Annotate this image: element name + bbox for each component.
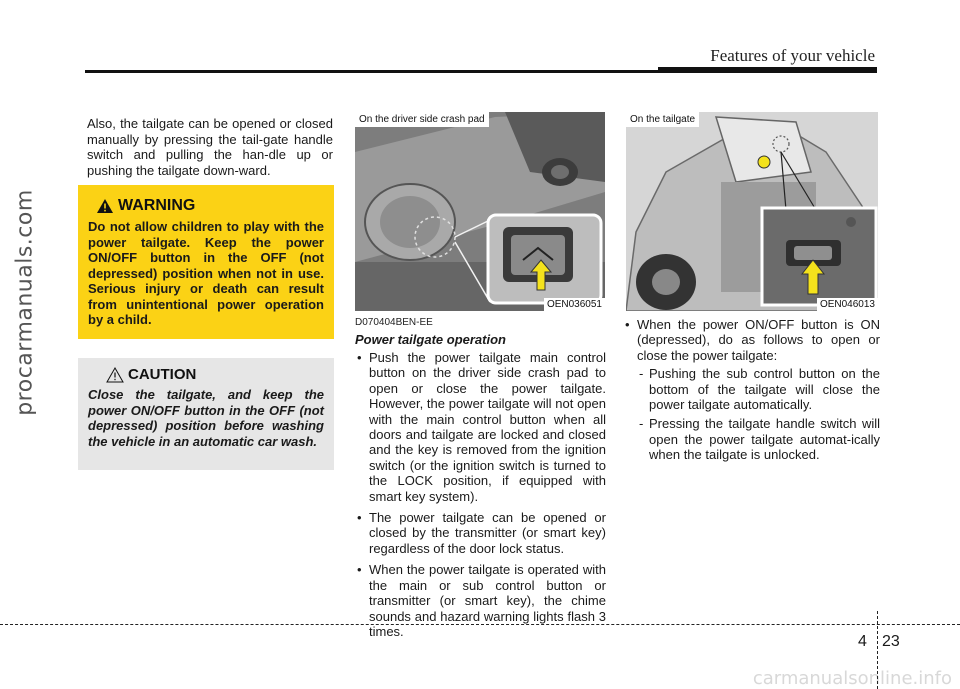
sub-item: - Pushing the sub control button on the bottom of the tailgate will close the power tailgate automatically. bbox=[637, 366, 880, 412]
figure-2-caption: On the tailgate bbox=[626, 112, 699, 127]
section-title: Features of your vehicle bbox=[710, 46, 875, 65]
crash-pad-figure bbox=[355, 112, 605, 311]
figure-1-caption: On the driver side crash pad bbox=[355, 112, 489, 127]
bullet-item: • When the power tailgate is operated with the main or sub control button or transmitter (or smart key), the chime sounds and hazard warning lights flash 3 times. bbox=[355, 562, 606, 639]
caution-box bbox=[78, 358, 334, 470]
side-watermark: procarmanuals.com bbox=[12, 189, 38, 416]
column-1 bbox=[87, 116, 333, 178]
chapter-number: 4 bbox=[858, 633, 867, 650]
bullet-item: • The power tailgate can be opened or closed by the transmitter (or smart key) regardless of the door lock status. bbox=[355, 510, 606, 556]
caution-heading bbox=[106, 366, 324, 383]
caution-triangle-icon bbox=[106, 367, 124, 383]
warning-heading bbox=[96, 197, 324, 215]
tailgate-illustration bbox=[626, 112, 878, 311]
power-button-bullet-list bbox=[623, 317, 880, 469]
crash-pad-illustration bbox=[355, 112, 605, 311]
warning-triangle-icon bbox=[96, 198, 114, 214]
bottom-watermark: carmanualsonline.info bbox=[752, 668, 952, 689]
header-rule-accent bbox=[658, 67, 877, 73]
bullet-item: • Push the power tailgate main control button on the driver side crash pad to open or close the power tailgate. However, the power tailgate will not open with the main control button when all doors and tailgate are locked and closed and the key is removed from the ignition switch (or the ignition switch is turned to the LOCK position, if equipped with smart key system). bbox=[355, 350, 606, 504]
sub-item: - Pressing the tailgate handle switch will open the power tailgate automat-ically when the tailgate is unlocked. bbox=[637, 416, 880, 462]
page-number: 23 bbox=[882, 633, 900, 650]
caution-text: Close the tailgate, and keep the power ON/OFF button in the OFF (not depressed) position before washing the vehicle in an automatic car wash. bbox=[88, 387, 324, 449]
warning-text: Do not allow children to play with the power tailgate. Keep the power ON/OFF button in the OFF (not depressed) position when not in use. Serious injury or death can result from unintentional power operation by a child. bbox=[88, 219, 324, 327]
footer-rule bbox=[0, 624, 960, 625]
figure-1-code: OEN036051 bbox=[544, 298, 605, 311]
warning-box bbox=[78, 185, 334, 339]
warning-title: WARNING bbox=[118, 197, 196, 214]
footer-divider bbox=[877, 611, 878, 689]
bullet-item bbox=[623, 317, 880, 463]
bullet-text: When the power ON/OFF button is ON (depressed), do as follows to open or close the power tailgate: bbox=[637, 317, 880, 363]
tailgate-figure bbox=[626, 112, 878, 311]
operation-bullet-list bbox=[355, 350, 606, 645]
subsection-heading: Power tailgate operation bbox=[355, 332, 506, 347]
intro-paragraph: Also, the tailgate can be opened or closed manually by pressing the tail-gate handle switch and pulling the han-dle up or pushing the tailgate down-ward. bbox=[87, 116, 333, 178]
document-code: D070404BEN-EE bbox=[355, 317, 433, 328]
figure-2-code: OEN046013 bbox=[817, 298, 878, 311]
caution-title: CAUTION bbox=[128, 366, 197, 383]
sub-list bbox=[637, 366, 880, 462]
